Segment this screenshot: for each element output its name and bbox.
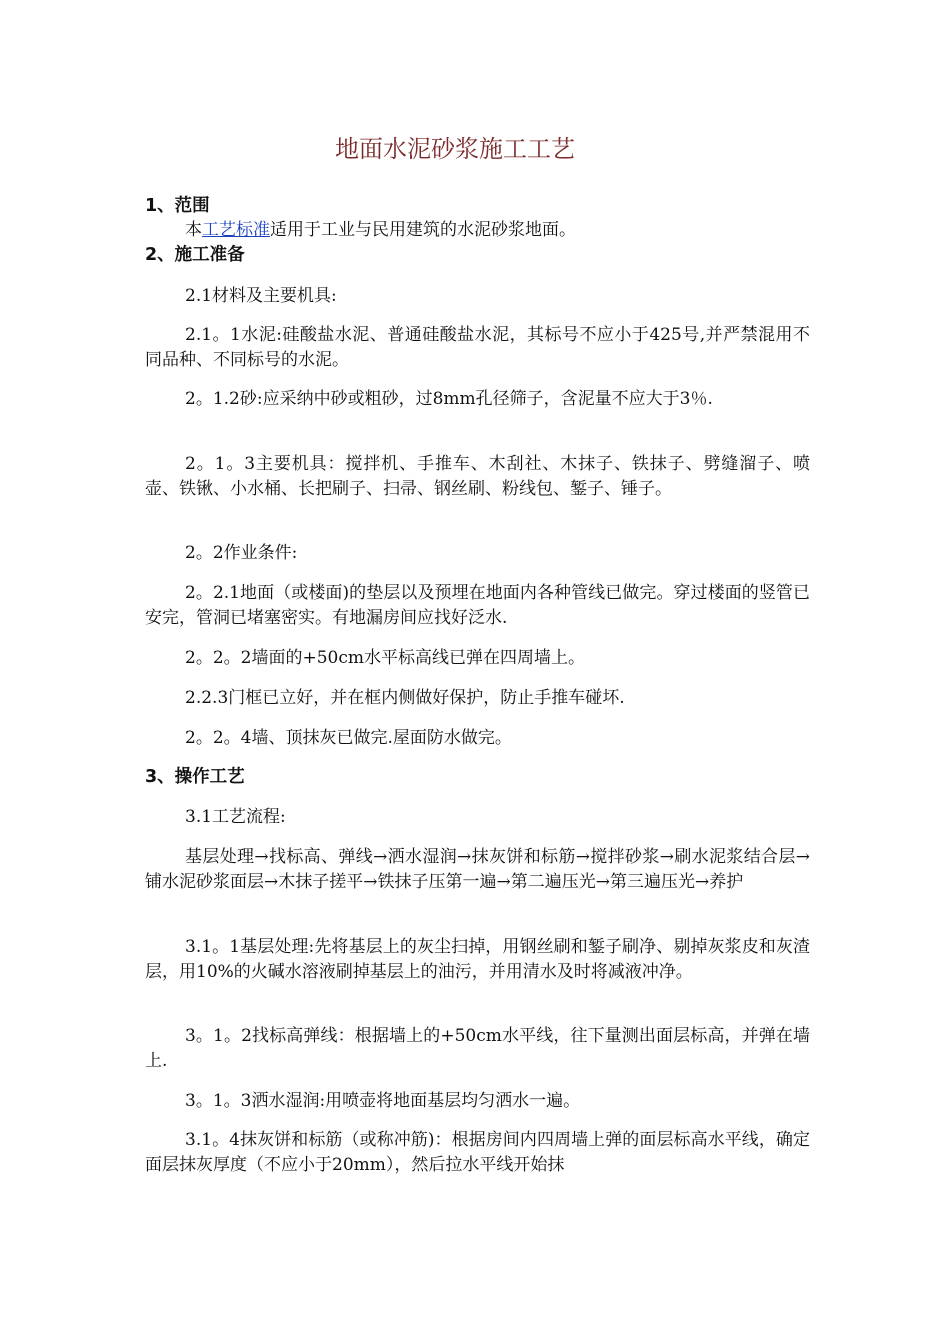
paragraph-process-flow: 基层处理→找标高、弹线→洒水湿润→抹灰饼和标筋→搅拌砂浆→刷水泥浆结合层→铺水泥砂浆面层→木抹子搓平→铁抹子压第一遍→第二遍压光→第三遍压光→养护	[145, 847, 810, 892]
craft-link[interactable]: 工艺	[202, 220, 236, 240]
paragraph-3-1-1: 3.1。1基层处理:先将基层上的灰尘扫掉，用钢丝刷和錾子刷净、剔掉灰浆皮和灰渣层，用10%的火碱水溶液刷掉基层上的油污，并用清水及时将减液冲净。	[145, 937, 810, 982]
paragraph-2-2: 2。2作业条件:	[185, 543, 298, 563]
document-title: 地面水泥砂浆施工工艺	[335, 135, 575, 163]
paragraph-3-1: 3.1工艺流程:	[185, 807, 286, 827]
scope-text-prefix: 本	[185, 220, 202, 240]
paragraph-3-1-3: 3。1。3洒水湿润:用喷壶将地面基层均匀洒水一遍。	[185, 1091, 581, 1111]
scope-paragraph	[185, 218, 576, 242]
scope-text-suffix: 适用于工业与民用建筑的水泥砂浆地面。	[270, 220, 576, 240]
standard-link-part2[interactable]: 准	[253, 220, 270, 240]
paragraph-2-1-2: 2。1.2砂:应采纳中砂或粗砂，过8mm孔径筛子，含泥量不应大于3％.	[185, 389, 713, 409]
section-heading-operation: 3、操作工艺	[145, 767, 245, 787]
section-heading-scope: 1、范围	[145, 196, 210, 216]
paragraph-2-2-4: 2。2。4墙、顶抹灰已做完.屋面防水做完。	[185, 728, 512, 748]
paragraph-3-1-2: 3。1。2找标高弹线：根据墙上的+50cm水平线，往下量测出面层标高，并弹在墙上.	[145, 1026, 810, 1071]
paragraph-2-1: 2.1材料及主要机具:	[185, 286, 337, 306]
paragraph-2-1-1: 2.1。1水泥:硅酸盐水泥、普通硅酸盐水泥，其标号不应小于425号,并严禁混用不同品种、不同标号的水泥。	[145, 325, 810, 370]
paragraph-2-2-2: 2。2。2墙面的+50cm水平标高线已弹在四周墙上。	[185, 648, 585, 668]
paragraph-2-2-3: 2.2.3门框已立好，并在框内侧做好保护，防止手推车碰坏.	[185, 688, 625, 708]
paragraph-2-2-1: 2。2.1地面（或楼面)的垫层以及预埋在地面内各种管线已做完。穿过楼面的竖管已安完，管洞已堵塞密实。有地漏房间应找好泛水.	[145, 583, 810, 628]
section-heading-preparation: 2、施工准备	[145, 245, 245, 265]
paragraph-3-1-4: 3.1。4抹灰饼和标筋（或称冲筋)：根据房间内四周墙上弹的面层标高水平线，确定面层抹灰厚度（不应小于20mm），然后拉水平线开始抹	[145, 1130, 810, 1175]
standard-link-part1[interactable]: 标	[236, 220, 253, 240]
paragraph-2-1-3: 2。1。3主要机具：搅拌机、手推车、木刮社、木抹子、铁抹子、劈缝溜子、喷壶、铁锹、小水桶、长把刷子、扫帚、钢丝刷、粉线包、錾子、锤子。	[145, 454, 810, 499]
